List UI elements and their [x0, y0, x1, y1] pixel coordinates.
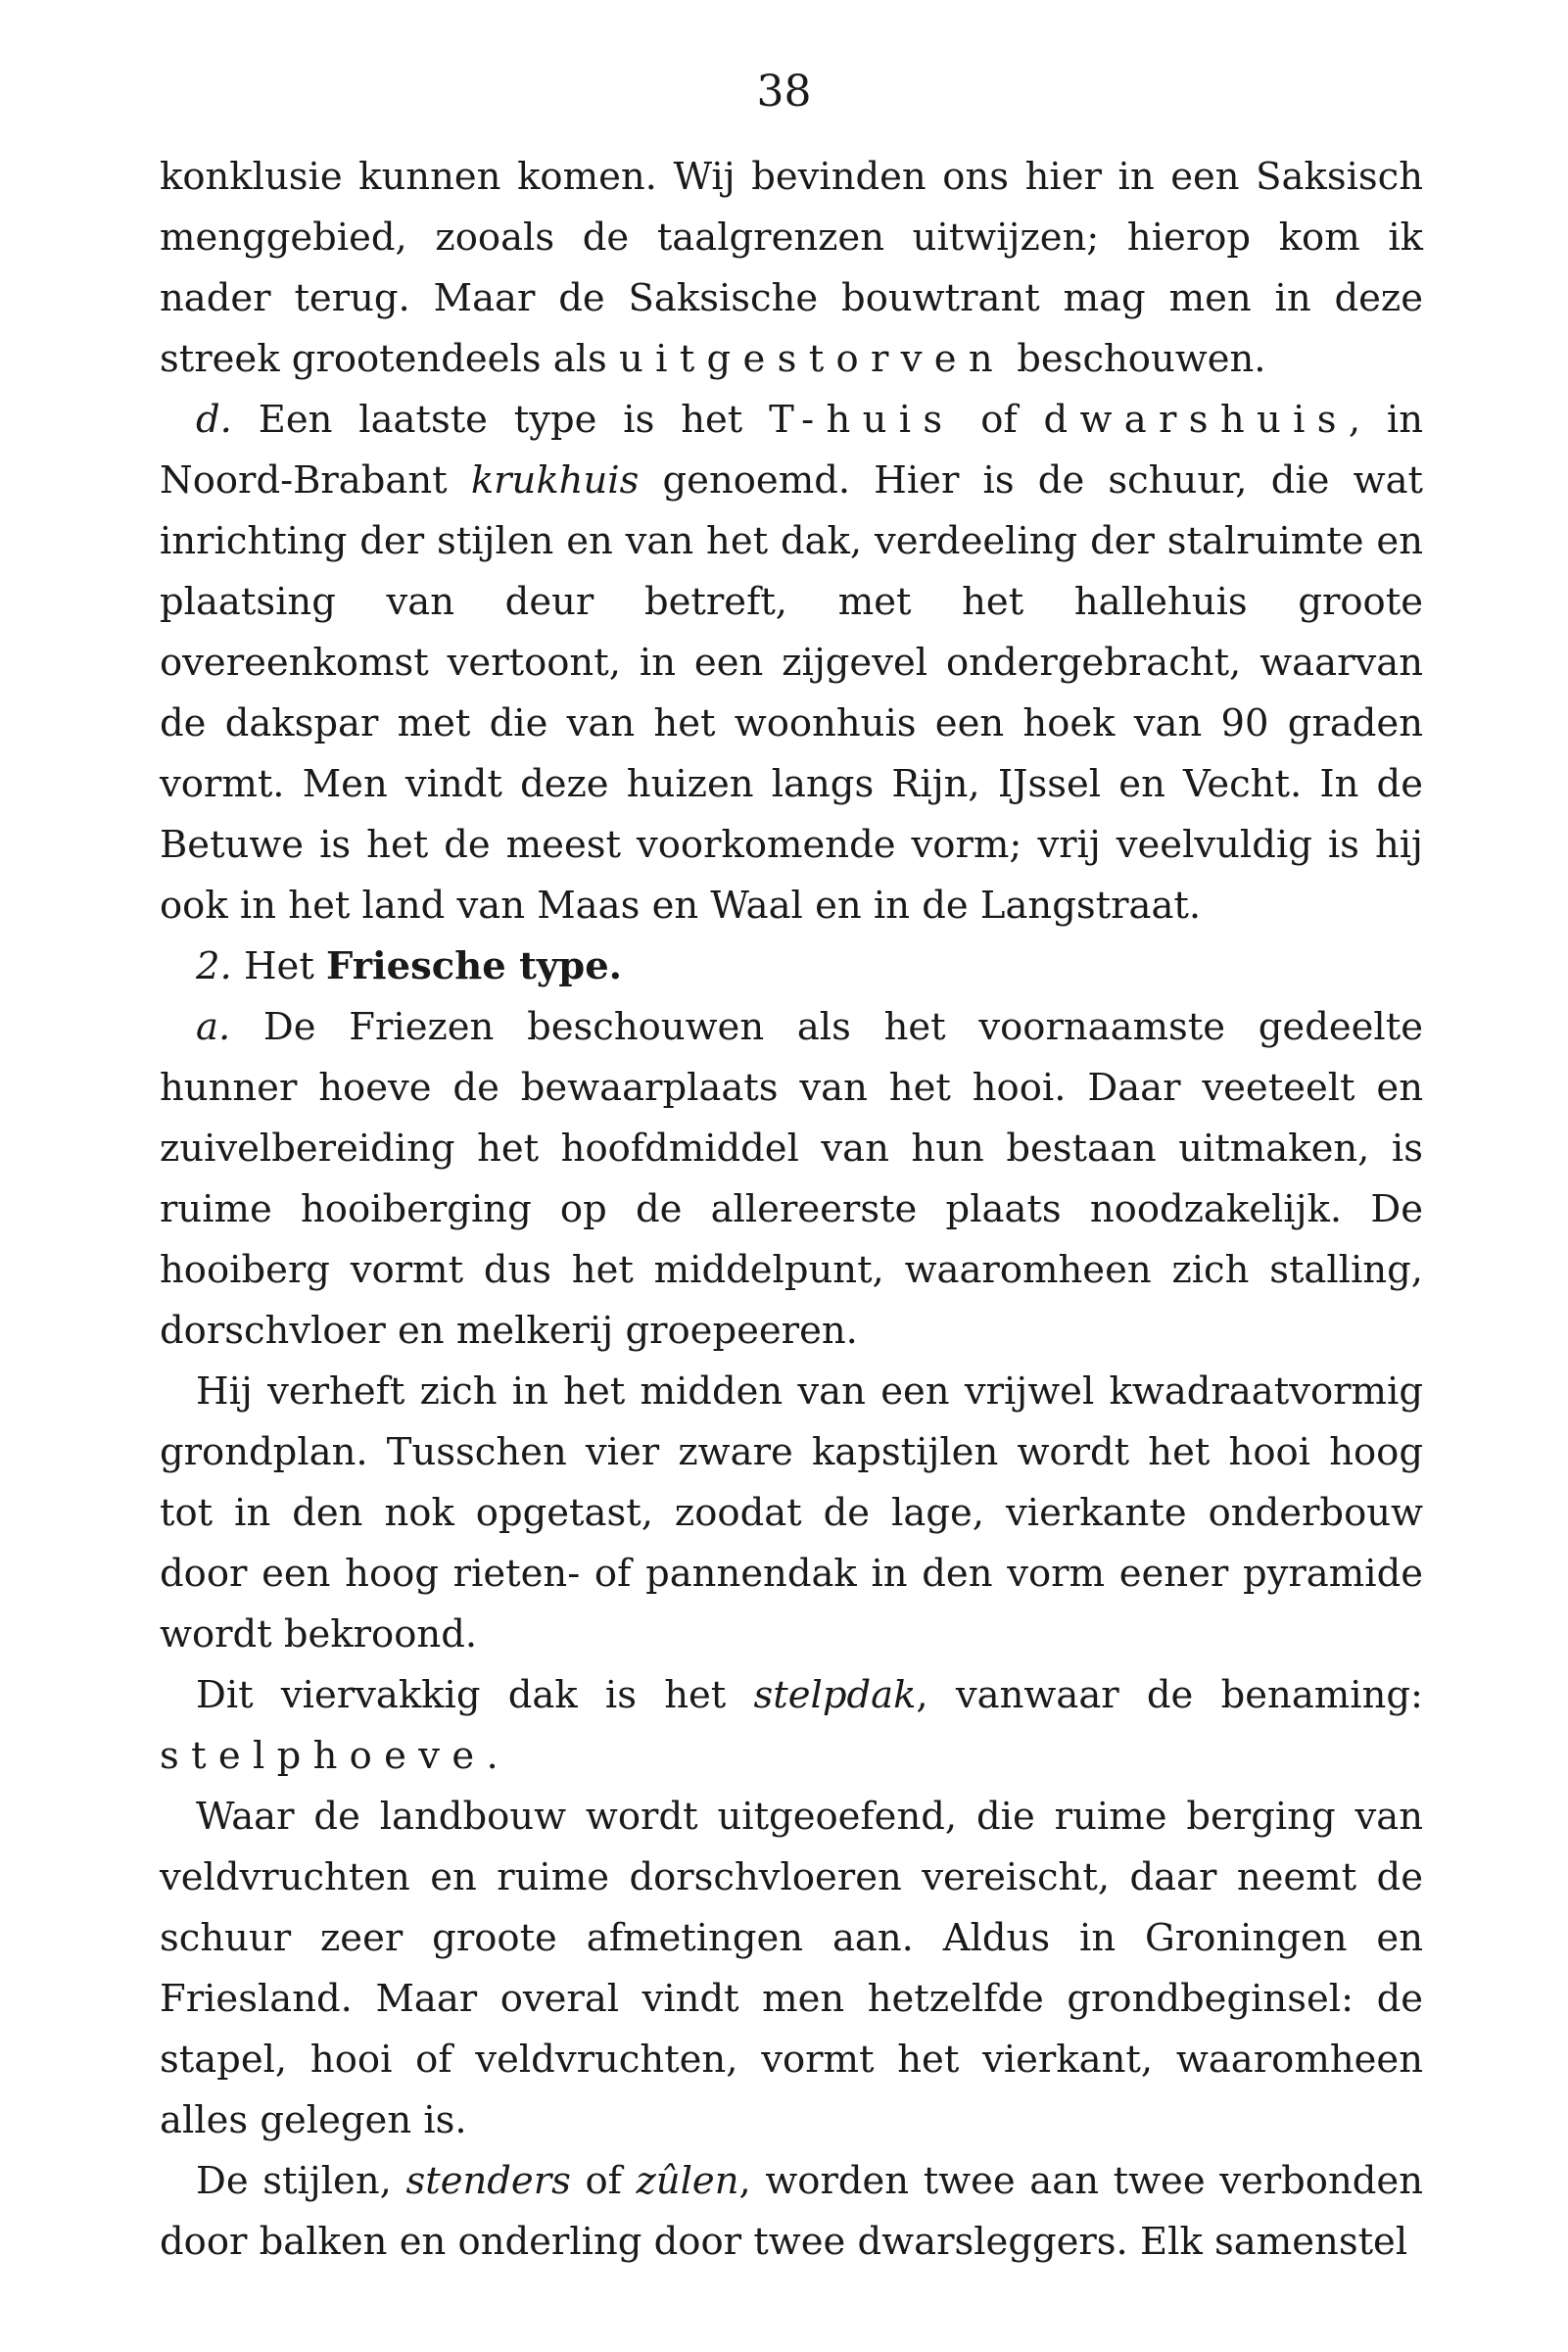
- page-body: [160, 147, 1423, 2273]
- page-number: 38: [756, 67, 812, 117]
- text-segment: konklusie kunnen komen. Wij bevinden ons hier in een Saksisch menggebied, zooals de taalgrenzen uitwijzen; hierop kom ik nader terug. Maar de Saksische bouwtrant mag men in deze streek grootendeels als: [160, 155, 1423, 381]
- text-segment: Het: [231, 944, 327, 988]
- spaced-term-dwarshuis: dwarshuis: [1043, 398, 1349, 442]
- paragraph-stijlen: [160, 2151, 1423, 2273]
- text-segment: Een laatste type is het: [231, 398, 770, 442]
- text-segment: Waar de landbouw wordt uitgeoefend, die ruime berging van veldvruchten en ruime dorschvloeren vereischt, daar neemt de schuur zeer groote afmetingen aan. Aldus in Groningen en Friesland. Maar overal vindt men hetzelfde grondbeginsel: de stapel, hooi of veldvruchten, vormt het vierkant, waaromheen alles gelegen is.: [160, 1795, 1423, 2142]
- spaced-term-stelphoeve: stelphoeve: [160, 1734, 487, 1778]
- text-segment: , worden twee aan twee verbonden door balken en onderling door twee dwarsleggers. Elk samenstel: [160, 2159, 1423, 2264]
- text-segment: .: [486, 1734, 499, 1778]
- text-segment: of: [954, 398, 1044, 442]
- text-segment: De Friezen beschouwen als het voornaamste gedeelte hunner hoeve de bewaarplaats van het hooi. Daar veeteelt en zuivelbereiding het hoofdmiddel van hun bestaan uitmaken, is ruime hooiberging op de allereerste plaats noodzakelijk. De hooiberg vormt dus het middelpunt, waaromheen zich stalling, dorschvloer en melkerij groepeeren.: [160, 1005, 1423, 1353]
- paragraph-stelpdak: [160, 1665, 1423, 1787]
- paragraph-t-huis: [160, 390, 1423, 936]
- text-segment: genoemd. Hier is de schuur, die wat inrichting der stijlen en van het dak, verdeeling der stalruimte en plaatsing van deur betreft, met het hallehuis groote overeenkomst vertoont, in een zijgevel ondergebracht, waarvan de dakspar met die van het woonhuis een hoek van 90 graden vormt. Men vindt deze huizen langs Rijn, IJssel en Vecht. In de Betuwe is het de meest voorkomende vorm; vrij veelvuldig is hij ook in het land van Maas en Waal en in de Langstraat.: [160, 458, 1424, 928]
- item-label-d: d.: [196, 398, 232, 442]
- text-segment: Dit viervakkig dak is het: [196, 1673, 754, 1717]
- paragraph-saksisch-conclusion: [160, 147, 1423, 390]
- text-segment: , vanwaar de benaming:: [916, 1673, 1424, 1717]
- text-segment: beschouwen.: [1005, 337, 1266, 381]
- bold-heading-friesche-type: Friesche type.: [326, 944, 623, 988]
- text-segment: , in Noord-Brabant: [160, 398, 1424, 503]
- spaced-term-uitgestorven: uitgestorven: [619, 337, 1006, 381]
- italic-term-zulen: zûlen: [636, 2159, 739, 2203]
- text-segment: Hij verheft zich in het midden van een vrijwel kwadraatvormig grondplan. Tusschen vier zware kapstijlen wordt het hooi hoog tot in den nok opgetast, zoodat de lage, vierkante onderbouw door een hoog rieten- of pannendak in den vorm eener pyramide wordt bekroond.: [160, 1369, 1423, 1656]
- italic-term-stenders: stenders: [405, 2159, 571, 2203]
- spaced-term-t-huis: T-huis: [769, 398, 955, 442]
- paragraph-landbouw: [160, 1787, 1423, 2151]
- text-segment: of: [570, 2159, 637, 2203]
- section-heading-friesche-type: [160, 936, 1423, 997]
- item-label-a: a.: [196, 1005, 231, 1049]
- paragraph-grondplan: [160, 1362, 1423, 1665]
- paragraph-friezen-hooi: [160, 997, 1423, 1362]
- section-number: 2.: [196, 944, 232, 988]
- italic-term-stelpdak: stelpdak: [753, 1673, 917, 1717]
- text-segment: De stijlen,: [196, 2159, 406, 2203]
- italic-term-krukhuis: krukhuis: [470, 458, 640, 503]
